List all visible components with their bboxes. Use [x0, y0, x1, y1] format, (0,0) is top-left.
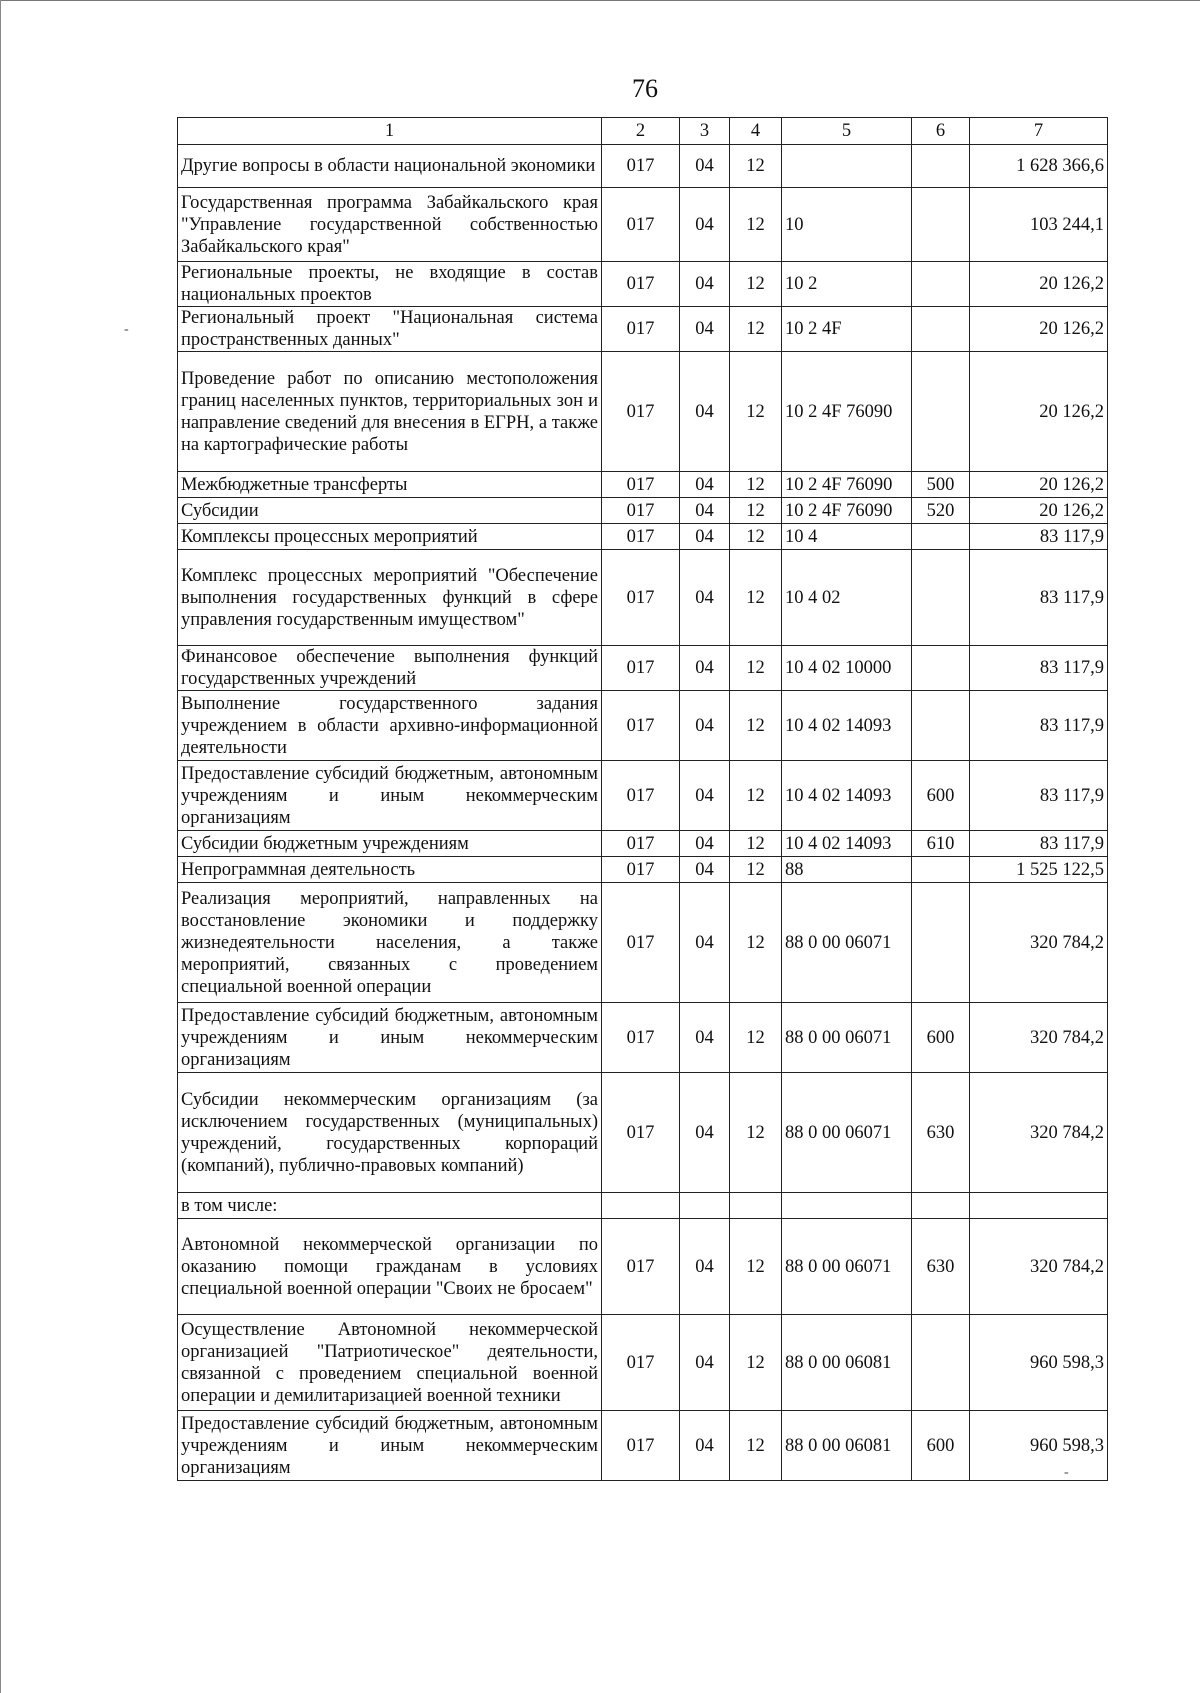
- table-row: [178, 472, 1108, 498]
- row-col-7: 20 126,2: [970, 352, 1108, 472]
- row-col-3: 04: [680, 883, 730, 1003]
- table-row: [178, 498, 1108, 524]
- row-col-3: 04: [680, 307, 730, 352]
- row-col-7: 83 117,9: [970, 524, 1108, 550]
- row-col-4: 12: [730, 1315, 782, 1411]
- row-name: Проведение работ по описанию местоположения границ населенных пунктов, территориальных зон и направление сведений для внесения в ЕГРН, а также на картографические работы: [178, 352, 602, 472]
- row-col-4: 12: [730, 307, 782, 352]
- row-col-4: [730, 1193, 782, 1219]
- row-col-4: 12: [730, 550, 782, 646]
- column-header: 6: [912, 118, 970, 145]
- row-col-6: [912, 1315, 970, 1411]
- table-row: [178, 1073, 1108, 1193]
- row-col-5: 88 0 00 06071: [782, 1073, 912, 1193]
- row-col-7: 83 117,9: [970, 550, 1108, 646]
- row-col-6: [912, 857, 970, 883]
- row-name: Предоставление субсидий бюджетным, автономным учреждениям и иным некоммерческим организациям: [178, 1411, 602, 1481]
- row-col-5: 10 2: [782, 262, 912, 307]
- row-col-6: 630: [912, 1219, 970, 1315]
- table-row: [178, 145, 1108, 188]
- row-col-3: 04: [680, 646, 730, 691]
- table-row: [178, 1315, 1108, 1411]
- row-col-2: 017: [602, 1219, 680, 1315]
- table-row: [178, 646, 1108, 691]
- row-name: Финансовое обеспечение выполнения функций государственных учреждений: [178, 646, 602, 691]
- row-col-4: 12: [730, 646, 782, 691]
- row-col-6: [912, 188, 970, 262]
- row-col-6: 520: [912, 498, 970, 524]
- row-col-7: 20 126,2: [970, 472, 1108, 498]
- row-col-6: [912, 524, 970, 550]
- column-header: 1: [178, 118, 602, 145]
- row-col-6: [912, 262, 970, 307]
- row-col-4: 12: [730, 1003, 782, 1073]
- row-col-7: 320 784,2: [970, 1219, 1108, 1315]
- row-col-3: [680, 1193, 730, 1219]
- row-col-2: 017: [602, 262, 680, 307]
- row-col-5: 88: [782, 857, 912, 883]
- row-col-2: 017: [602, 307, 680, 352]
- row-col-4: 12: [730, 262, 782, 307]
- row-name: Субсидии бюджетным учреждениям: [178, 831, 602, 857]
- row-col-7: 1 525 122,5: [970, 857, 1108, 883]
- row-col-2: 017: [602, 691, 680, 761]
- row-col-6: 500: [912, 472, 970, 498]
- row-col-6: [912, 691, 970, 761]
- row-col-2: 017: [602, 1003, 680, 1073]
- row-col-4: 12: [730, 691, 782, 761]
- row-col-3: 04: [680, 1219, 730, 1315]
- row-name: Осуществление Автономной некоммерческой организацией "Патриотическое" деятельности, связанной с проведением специальной военной операции и демилитаризацией военной техники: [178, 1315, 602, 1411]
- table-row: [178, 352, 1108, 472]
- row-col-7: 103 244,1: [970, 188, 1108, 262]
- row-col-4: 12: [730, 761, 782, 831]
- row-name: Автономной некоммерческой организации по оказанию помощи гражданам в условиях специальной военной операции "Своих не бросаем": [178, 1219, 602, 1315]
- row-col-2: 017: [602, 188, 680, 262]
- row-col-5: 10 2 4F: [782, 307, 912, 352]
- row-col-5: 10 4 02 14093: [782, 761, 912, 831]
- row-col-3: 04: [680, 1315, 730, 1411]
- row-col-3: 04: [680, 498, 730, 524]
- row-name: Предоставление субсидий бюджетным, автономным учреждениям и иным некоммерческим организациям: [178, 1003, 602, 1073]
- row-col-2: 017: [602, 857, 680, 883]
- row-col-4: 12: [730, 524, 782, 550]
- row-col-3: 04: [680, 524, 730, 550]
- column-header: 3: [680, 118, 730, 145]
- table-row: [178, 307, 1108, 352]
- row-col-5: 10 4 02 14093: [782, 831, 912, 857]
- row-col-3: 04: [680, 145, 730, 188]
- row-col-3: 04: [680, 262, 730, 307]
- row-col-3: 04: [680, 1003, 730, 1073]
- row-col-4: 12: [730, 145, 782, 188]
- row-col-4: 12: [730, 831, 782, 857]
- table-row: [178, 1003, 1108, 1073]
- row-col-6: 610: [912, 831, 970, 857]
- row-col-5: 10 2 4F 76090: [782, 472, 912, 498]
- row-col-6: 600: [912, 1411, 970, 1481]
- row-col-5: [782, 1193, 912, 1219]
- row-col-3: 04: [680, 550, 730, 646]
- table-row: [178, 1411, 1108, 1481]
- scan-mark: -: [1064, 1465, 1069, 1480]
- row-col-2: 017: [602, 472, 680, 498]
- row-col-2: 017: [602, 524, 680, 550]
- row-name: Государственная программа Забайкальского края "Управление государственной собственностью Забайкальского края": [178, 188, 602, 262]
- table-row: [178, 550, 1108, 646]
- row-col-4: 12: [730, 883, 782, 1003]
- table-row: [178, 262, 1108, 307]
- row-col-3: 04: [680, 472, 730, 498]
- row-col-5: 88 0 00 06081: [782, 1411, 912, 1481]
- row-name: Комплекс процессных мероприятий "Обеспечение выполнения государственных функций в сфере управления государственным имуществом": [178, 550, 602, 646]
- row-col-5: 10 4 02: [782, 550, 912, 646]
- row-col-6: 600: [912, 761, 970, 831]
- row-col-2: 017: [602, 883, 680, 1003]
- page-number: 76: [632, 74, 658, 103]
- row-col-7: 320 784,2: [970, 883, 1108, 1003]
- row-col-4: 12: [730, 472, 782, 498]
- scan-mark: -: [124, 322, 129, 337]
- row-col-5: 88 0 00 06071: [782, 883, 912, 1003]
- row-name: Субсидии некоммерческим организациям (за исключением государственных (муниципальных) учреждений, государственных корпораций (компаний), публично-правовых компаний): [178, 1073, 602, 1193]
- row-col-5: [782, 145, 912, 188]
- table-row: [178, 188, 1108, 262]
- row-col-4: 12: [730, 857, 782, 883]
- column-header: 5: [782, 118, 912, 145]
- row-col-7: 1 628 366,6: [970, 145, 1108, 188]
- row-col-6: [912, 352, 970, 472]
- row-col-7: 20 126,2: [970, 307, 1108, 352]
- row-col-7: 83 117,9: [970, 691, 1108, 761]
- row-name: Другие вопросы в области национальной экономики: [178, 145, 602, 188]
- row-col-5: 10 2 4F 76090: [782, 352, 912, 472]
- row-name: Выполнение государственного задания учреждением в области архивно-информационной деятельности: [178, 691, 602, 761]
- row-col-4: 12: [730, 1219, 782, 1315]
- row-col-5: 88 0 00 06081: [782, 1315, 912, 1411]
- row-name: в том числе:: [178, 1193, 602, 1219]
- row-col-3: 04: [680, 691, 730, 761]
- row-col-6: [912, 883, 970, 1003]
- scan-edge-left: [0, 0, 4, 1693]
- row-col-7: 960 598,3: [970, 1315, 1108, 1411]
- row-col-3: 04: [680, 857, 730, 883]
- row-col-3: 04: [680, 1073, 730, 1193]
- row-col-6: [912, 1193, 970, 1219]
- row-col-6: 630: [912, 1073, 970, 1193]
- row-col-7: 20 126,2: [970, 262, 1108, 307]
- row-col-3: 04: [680, 761, 730, 831]
- row-col-2: 017: [602, 145, 680, 188]
- table-row: [178, 761, 1108, 831]
- column-header: 7: [970, 118, 1108, 145]
- column-header: 2: [602, 118, 680, 145]
- row-col-6: [912, 646, 970, 691]
- row-col-7: [970, 1193, 1108, 1219]
- row-name: Комплексы процессных мероприятий: [178, 524, 602, 550]
- row-col-5: 88 0 00 06071: [782, 1003, 912, 1073]
- table-row: [178, 883, 1108, 1003]
- row-col-4: 12: [730, 352, 782, 472]
- row-col-5: 10 4: [782, 524, 912, 550]
- row-col-3: 04: [680, 831, 730, 857]
- row-col-5: 10 4 02 10000: [782, 646, 912, 691]
- row-name: Предоставление субсидий бюджетным, автономным учреждениям и иным некоммерческим организациям: [178, 761, 602, 831]
- row-col-2: 017: [602, 352, 680, 472]
- row-name: Непрограммная деятельность: [178, 857, 602, 883]
- row-col-7: 960 598,3: [970, 1411, 1108, 1481]
- row-col-4: 12: [730, 498, 782, 524]
- row-col-3: 04: [680, 1411, 730, 1481]
- row-col-4: 12: [730, 1411, 782, 1481]
- row-col-2: 017: [602, 761, 680, 831]
- column-header: 4: [730, 118, 782, 145]
- row-col-5: 10 2 4F 76090: [782, 498, 912, 524]
- table-row: [178, 1193, 1108, 1219]
- row-col-6: [912, 550, 970, 646]
- row-col-3: 04: [680, 188, 730, 262]
- row-col-3: 04: [680, 352, 730, 472]
- row-name: Межбюджетные трансферты: [178, 472, 602, 498]
- row-col-5: 10: [782, 188, 912, 262]
- row-col-5: 88 0 00 06071: [782, 1219, 912, 1315]
- row-col-2: 017: [602, 831, 680, 857]
- row-col-5: 10 4 02 14093: [782, 691, 912, 761]
- budget-table: [177, 117, 1108, 1481]
- row-name: Субсидии: [178, 498, 602, 524]
- row-col-2: 017: [602, 646, 680, 691]
- row-col-7: 83 117,9: [970, 831, 1108, 857]
- row-col-7: 320 784,2: [970, 1003, 1108, 1073]
- table-row: [178, 831, 1108, 857]
- table-row: [178, 1219, 1108, 1315]
- row-col-2: 017: [602, 550, 680, 646]
- row-col-4: 12: [730, 188, 782, 262]
- row-name: Региональный проект "Национальная система пространственных данных": [178, 307, 602, 352]
- row-col-7: 83 117,9: [970, 761, 1108, 831]
- row-col-4: 12: [730, 1073, 782, 1193]
- row-col-7: 20 126,2: [970, 498, 1108, 524]
- row-col-6: [912, 145, 970, 188]
- scan-edge-top: [0, 0, 1200, 5]
- row-col-2: [602, 1193, 680, 1219]
- row-col-7: 320 784,2: [970, 1073, 1108, 1193]
- header-row: [178, 118, 1108, 145]
- table-row: [178, 524, 1108, 550]
- row-col-6: 600: [912, 1003, 970, 1073]
- row-name: Реализация мероприятий, направленных на восстановление экономики и поддержку жизнедеятельности населения, а также мероприятий, связанных с проведением специальной военной операции: [178, 883, 602, 1003]
- row-col-2: 017: [602, 1411, 680, 1481]
- table-row: [178, 691, 1108, 761]
- row-col-7: 83 117,9: [970, 646, 1108, 691]
- row-col-2: 017: [602, 498, 680, 524]
- row-col-2: 017: [602, 1315, 680, 1411]
- table-row: [178, 857, 1108, 883]
- row-name: Региональные проекты, не входящие в состав национальных проектов: [178, 262, 602, 307]
- row-col-6: [912, 307, 970, 352]
- row-col-2: 017: [602, 1073, 680, 1193]
